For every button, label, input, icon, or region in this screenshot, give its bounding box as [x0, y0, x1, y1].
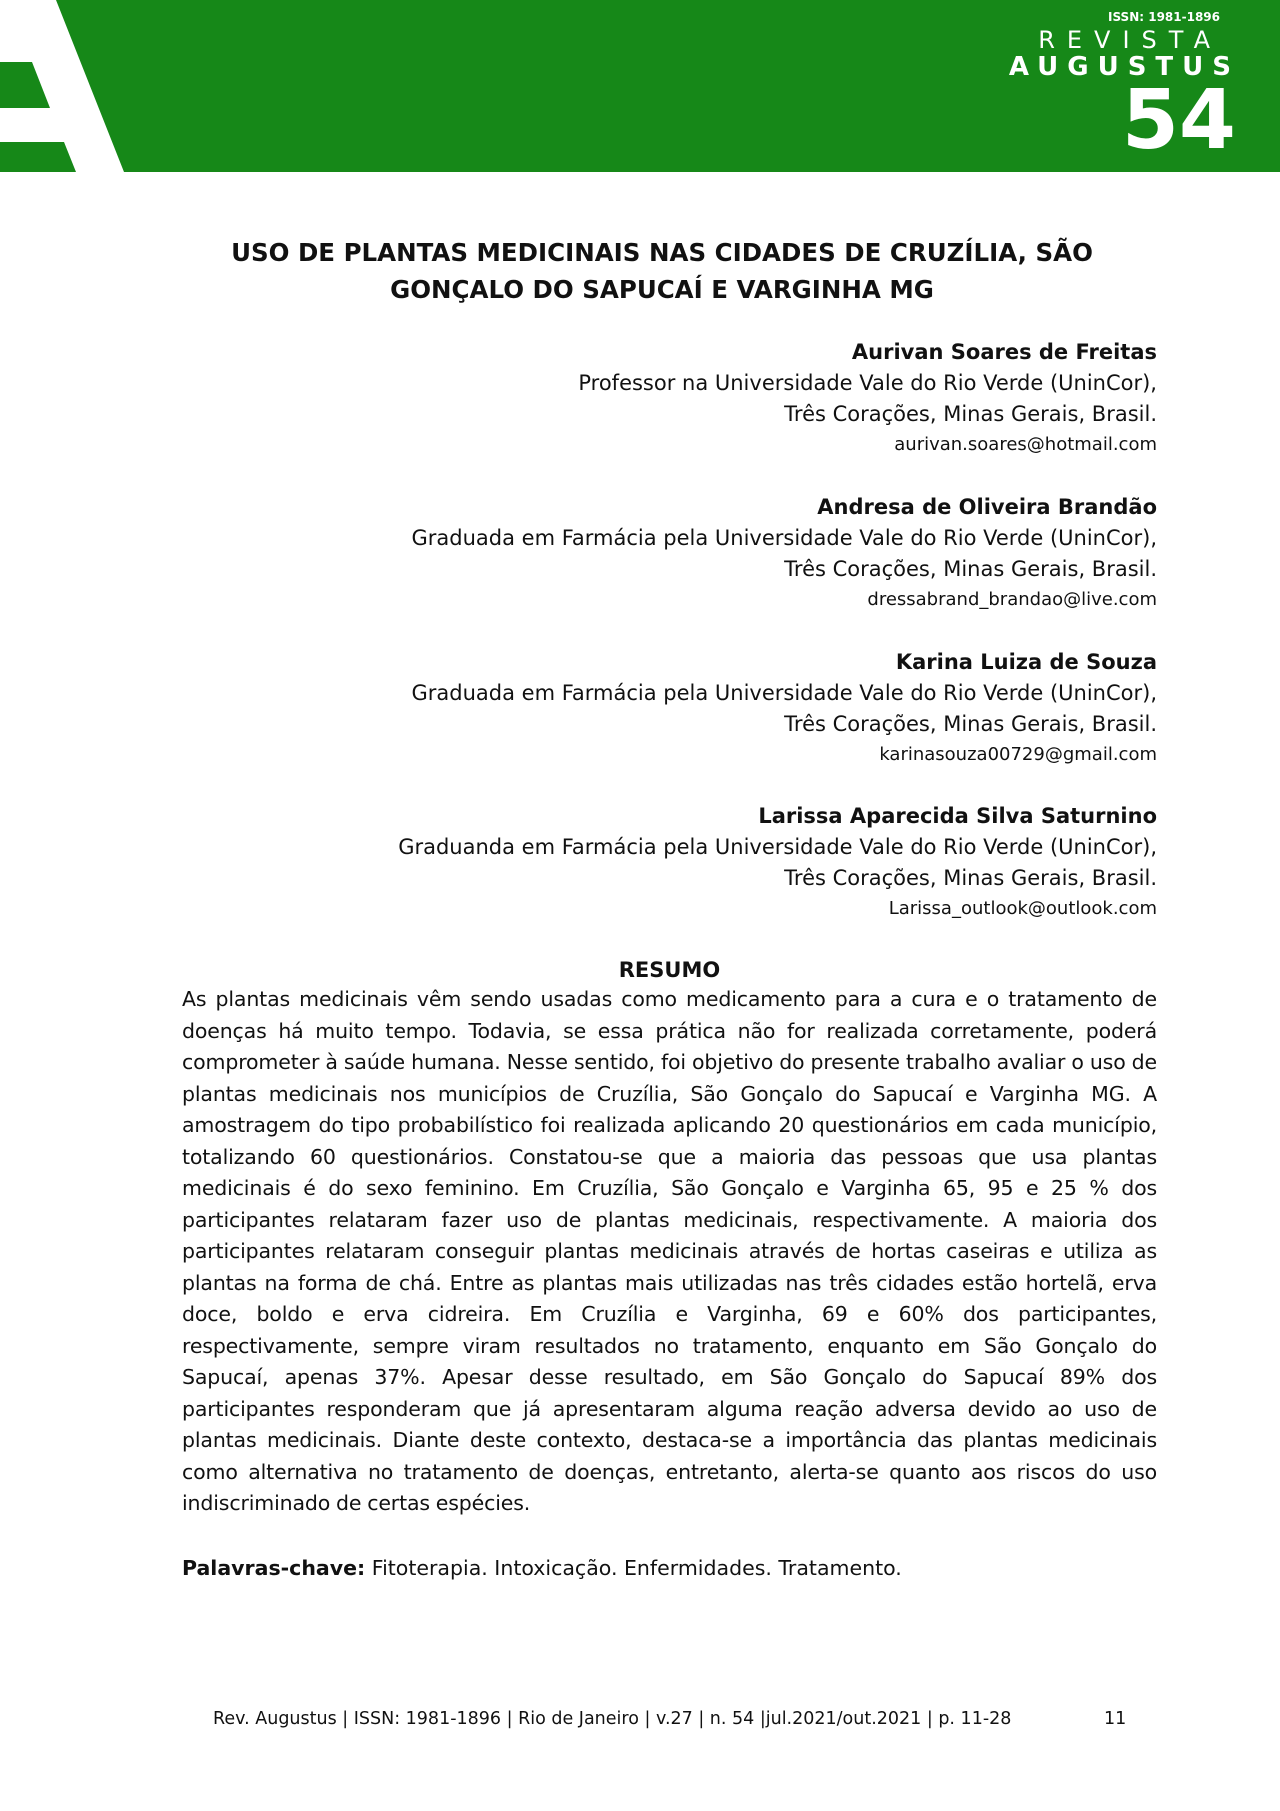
author-email: karinasouza00729@gmail.com [879, 744, 1157, 765]
author-email: aurivan.soares@hotmail.com [894, 434, 1157, 455]
author-name: Larissa Aparecida Silva Saturnino [758, 804, 1157, 828]
author-block [257, 647, 1157, 770]
author-location: Três Corações, Minas Gerais, Brasil. [784, 402, 1157, 426]
author-location: Três Corações, Minas Gerais, Brasil. [784, 866, 1157, 890]
article-title: USO DE PLANTAS MEDICINAIS NAS CIDADES DE CRUZÍLIA, SÃO GONÇALO DO SAPUCAÍ E VARGINHA MG [231, 238, 1093, 304]
author-email: dressabrand_brandao@live.com [867, 589, 1157, 610]
author-affiliation: Professor na Universidade Vale do Rio Verde (UninCor), [578, 371, 1157, 395]
author-email: Larissa_outlook@outlook.com [888, 898, 1157, 919]
author-block [257, 492, 1157, 615]
author-affiliation: Graduanda em Farmácia pela Universidade Vale do Rio Verde (UninCor), [398, 835, 1157, 859]
issue-number: 54 [1121, 73, 1236, 168]
keywords-text: Fitoterapia. Intoxicação. Enfermidades. Tratamento. [371, 1556, 902, 1580]
keywords [182, 1553, 1157, 1584]
footer-citation: Rev. Augustus | ISSN: 1981-1896 | Rio de Janeiro | v.27 | n. 54 |jul.2021/out.2021 | p. 11-28 [213, 1709, 1012, 1729]
author-block [257, 337, 1157, 460]
author-affiliation: Graduada em Farmácia pela Universidade Vale do Rio Verde (UninCor), [411, 526, 1157, 550]
journal-header-banner [0, 0, 1280, 172]
author-location: Três Corações, Minas Gerais, Brasil. [784, 557, 1157, 581]
abstract-heading: RESUMO [618, 958, 721, 982]
page-number: 11 [1104, 1709, 1127, 1729]
author-name: Karina Luiza de Souza [895, 650, 1157, 674]
author-name: Andresa de Oliveira Brandão [817, 495, 1157, 519]
author-location: Três Corações, Minas Gerais, Brasil. [784, 712, 1157, 736]
journal-logo-a-icon [0, 0, 130, 172]
author-block [257, 801, 1157, 924]
journal-name-line1: REVISTA [1038, 26, 1222, 54]
author-name: Aurivan Soares de Freitas [851, 340, 1157, 364]
journal-name-line2: AUGUSTUS [1008, 52, 1240, 82]
abstract-text: As plantas medicinais vêm sendo usadas como medicamento para a cura e o tratamento de doenças há muito tempo. Todavia, se essa prática não for realizada corretamente, poderá comprometer à saúde humana. Nesse sentido, foi objetivo do presente trabalho avaliar o uso de plantas medicinais nos municípios de Cruzília, São Gonçalo do Sapucaí e Varginha MG. A amostragem do tipo probabilístico foi realizada aplicando 20 questionários em cada município, totalizando 60 questionários. Constatou-se que a maioria das pessoas que usa plantas medicinais é do sexo feminino. Em Cruzília, São Gonçalo e Varginha 65, 95 e 25 % dos participantes relataram fazer uso de plantas medicinais, respectivamente. A maioria dos participantes relataram conseguir plantas medicinais através de hortas caseiras e utiliza as plantas na forma de chá. Entre as plantas mais utilizadas nas três cidades estão hortelã, erva doce, boldo e erva cidreira. Em Cruzília e Varginha, 69 e 60% dos participantes, respectivamente, sempre viram resultados no tratamento, enquanto em São Gonçalo do Sapucaí, apenas 37%. Apesar desse resultado, em São Gonçalo do Sapucaí 89% dos participantes responderam que já apresentaram alguma reação adversa devido ao uso de plantas medicinais. Diante deste contexto, destaca-se a importância das plantas medicinais como alternativa no tratamento de doenças, entretanto, alerta-se quanto aos riscos do uso indiscriminado de certas espécies. [182, 987, 1157, 1515]
author-affiliation: Graduada em Farmácia pela Universidade Vale do Rio Verde (UninCor), [411, 681, 1157, 705]
keywords-label: Palavras-chave: [182, 1556, 366, 1580]
header-issn: ISSN: 1981-1896 [1107, 10, 1220, 24]
